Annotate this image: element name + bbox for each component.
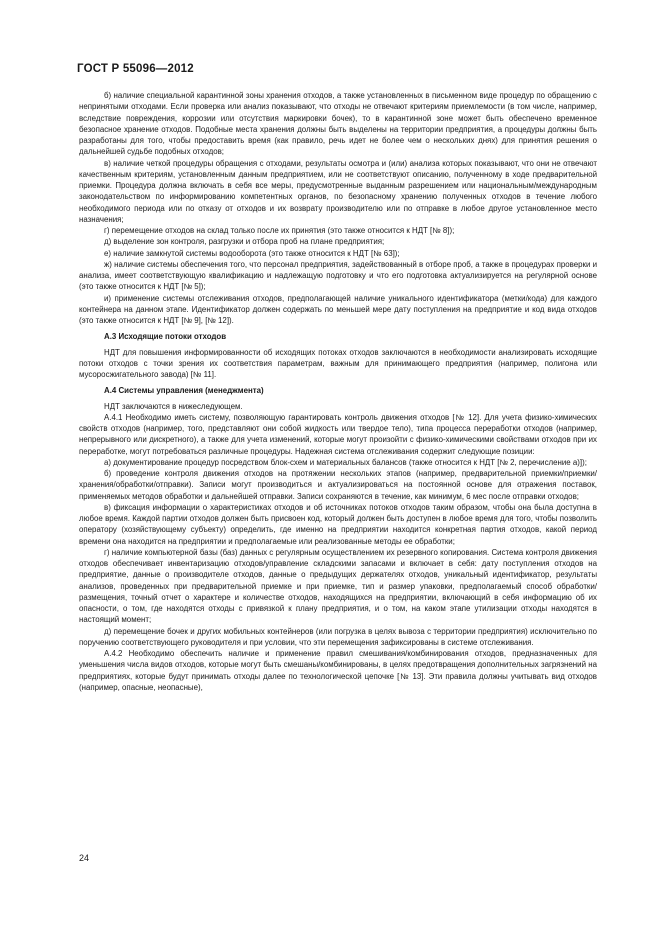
section-number: А.3: [104, 332, 117, 342]
paragraph: А.4.2 Необходимо обеспечить наличие и применение правил смешивания/комбинирования отходов, предназначенных для уменьшения числа видов отходов, которые могут быть смешаны/комбинированы, в целях предотвращения дополнительных загрязнений на предприятиях, которые будут принимать отходы далее по технологической цепочке [№ 13]. Эти правила должны учитывать вид отходов (например, опасные, неопасные),: [79, 649, 597, 692]
paragraph: А.4.1 Необходимо иметь систему, позволяющую гарантировать контроль движения отходов [№ 12]. Для учета физико-химических свойств отходов (например, того, представляют они собой жидкость или твердое тело), типа процесса переработки отходов (например, непрерывного или дискретного), а также для учета изменений, которые могут произойти с физико-химическими свойствами отходов при их переработке, могут потребоваться различные процедуры. Надежная система отслеживания содержит следующие позиции:: [79, 412, 597, 456]
document-body: [79, 90, 597, 693]
paragraph: ж) наличие системы обеспечения того, что персонал предприятия, задействованный в отборе проб, а также в процедурах проверки и анализа, имеет соответствующую квалификацию и надлежащую подготовку и что его подготовка актуализируется на регулярной основе (это также относится к НДТ [№ 5]);: [79, 259, 597, 292]
section-heading: [79, 331, 597, 342]
paragraph: б) наличие специальной карантинной зоны хранения отходов, а также установленных в письменном виде процедур по обращению с непринятыми отходами. Если проверка или анализ показывают, что отходы не отвечают критериям приемлемости (в том числе, например, вследствие повреждения, коррозии или отсутствия маркировки бочек), то в карантинной зоне может быть обеспечено временное безопасное хранение отходов. Подобные места хранения должны быть выделены на территории предприятия, а процедуры должны быть разработаны для того, чтобы предоставить время (как правило, речь идет не более чем о нескольких днях) для принятия решения о дальнейшей судьбе подобных отходов;: [79, 91, 597, 157]
paragraph: д) выделение зон контроля, разгрузки и отбора проб на плане предприятия;: [104, 237, 385, 247]
section-number: А.4: [104, 386, 117, 396]
document-header: ГОСТ Р 55096—2012: [77, 63, 194, 75]
paragraph: б) проведение контроля движения отходов на протяжении нескольких этапов (например, предварительной приемки/приемки/хранения/обработки/отправки). Записи могут производиться и актуализироваться на постоянной основе для отражения поставок, применяемых методов обработки и дальнейшей отправки. Записи сохраняются в течение, как минимум, 6 мес после отправки отходов;: [79, 469, 597, 501]
paragraph: в) наличие четкой процедуры обращения с отходами, результаты осмотра и (или) анализа которых показывают, что они не отвечают качественным критериям, установленным данным предприятием, или не соответствуют описанию, полученному в ходе предварительной приемки. Процедура должна включать в себя все меры, предусмотренные выданным разрешением или национальным/международным законодательством по информированию компетентных органов, по безопасному хранению полученных отходов в течение любого необходимого периода или по отказу от отходов и их возврату производителю или по отправке в любое другое установленное место назначения;: [79, 158, 597, 224]
section-title: Системы управления (менеджмента): [118, 386, 264, 396]
paragraph: НДТ для повышения информированности об исходящих потоках отходов заключаются в необходимости анализировать исходящие потоки отходов с точки зрения их соответствия параметрам, важным для принимающего предприятия (например, полигона или мусоросжигательного завода) [№ 11].: [79, 347, 597, 379]
paragraph: г) наличие компьютерной базы (баз) данных с регулярным осуществлением их резервного копирования. Система контроля движения отходов обеспечивает инвентаризацию отходов/управление складскими запасами и включает в себя: дату поступления отходов на предприятие, данные о производителе отходов, данные о предыдущих держателях отходов, уникальный идентификатор, результаты анализов, проведенных при предварительной приемке и при приемке, тип и размер упаковки, предполагаемый способ обработки/размещения, точный отчет о характере и количестве отходов, находящихся на предприятии, включающий в себя информацию об их опасности, о том, где находятся отходы с привязкой к плану предприятия, и о том, на каком этапе утилизации отходы находятся в настоящий момент;: [79, 547, 597, 625]
paragraph: в) фиксация информации о характеристиках отходов и об источниках потоков отходов таким образом, чтобы она была доступна в любое время. Каждой партии отходов должен быть присвоен код, который должен быть доступен в любое время для того, чтобы позволить оператору (хозяйствующему субъекту) определить, где именно на предприятии находится конкретная партия отходов, какой период времени она находится на предприятии и предполагаемые или реализованные методы ее обработки;: [79, 502, 597, 546]
paragraph: д) перемещение бочек и других мобильных контейнеров (или погрузка в целях вывоза с территории предприятия) исключительно по поручению соответствующего руководителя и при условии, что эти перемещения зафиксированы в системе отслеживания.: [79, 626, 597, 647]
paragraph: НДТ заключаются в нижеследующем.: [104, 401, 243, 411]
paragraph: и) применение системы отслеживания отходов, предполагающей наличие уникального идентификатора (метки/кода) для каждого контейнера на данном этапе. Идентификатор должен содержать по меньшей мере дату поступления на предприятие и код вида отходов (это также относится к НДТ [№ 9], [№ 12]).: [79, 293, 597, 325]
paragraph: г) перемещение отходов на склад только после их принятия (это также относится к НДТ [№ 8]);: [104, 226, 455, 235]
page-number: 24: [79, 853, 90, 863]
section-title: Исходящие потоки отходов: [118, 332, 227, 342]
paragraph: а) документирование процедур посредством блок-схем и материальных балансов (также относится к НДТ [№ 2, перечисление а)]);: [104, 457, 587, 467]
paragraph: е) наличие замкнутой системы водооборота (это также относится к НДТ [№ 63]);: [104, 248, 400, 258]
section-heading: [79, 385, 597, 396]
